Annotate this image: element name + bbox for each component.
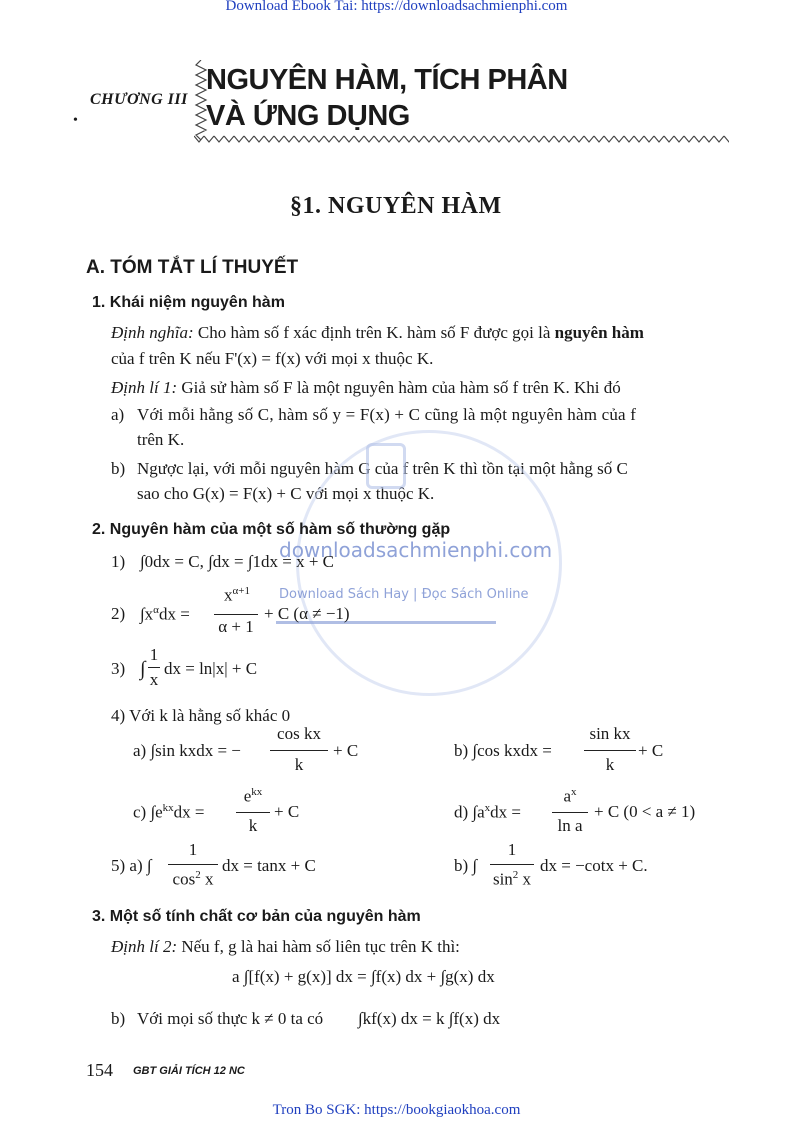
formula-4a-numerator: cos kx: [277, 724, 321, 743]
formula-3-tail: dx = ln|x| + C: [164, 659, 258, 678]
formula-5b-left: b) ∫: [454, 856, 478, 875]
formula-4a-denominator: k: [294, 755, 304, 774]
formula-5a-denominator: [168, 869, 218, 890]
formula-5b-fraction-bar: [490, 864, 534, 865]
watermark-site: downloadsachmienphi.com: [279, 538, 553, 562]
formula-4d-numer-base: a: [563, 786, 572, 806]
definition-text: Cho hàm số f xác định trên K. hàm số F được gọi là: [193, 323, 555, 342]
formula-5b-denominator: [490, 869, 534, 890]
page-number: 154: [86, 1060, 113, 1080]
formula-4d-numerator: [552, 786, 588, 807]
item-a-line2: trên K.: [137, 430, 185, 449]
item-a-line1: Với mỗi hằng số C, hàm số y = F(x) + C cũng là một nguyên hàm của f: [137, 405, 637, 424]
property-b-formula: ∫kf(x) dx = k ∫f(x) dx: [358, 1009, 501, 1028]
formula-2-exp: α: [153, 604, 159, 616]
formula-4c-numer-exp: kx: [251, 786, 263, 798]
formula-2-numerator: [216, 585, 258, 606]
formula-5b-denom-base: sin: [492, 869, 513, 889]
formula-2-left: [140, 604, 190, 625]
formula-2-dx: dx =: [158, 604, 190, 624]
formula-4a-left: a) ∫sin kxdx = −: [133, 741, 241, 760]
formula-4-intro: 4) Với k là hằng số khác 0: [111, 706, 291, 725]
definition-term: nguyên hàm: [554, 323, 644, 342]
subsection-3-heading: 3. Một số tính chất cơ bản của nguyên hàm: [92, 908, 421, 925]
formula-4d-dx: dx =: [490, 802, 521, 822]
property-b-mark: b): [111, 1009, 126, 1028]
formula-4b-tail: + C: [638, 741, 664, 760]
formula-4c-denominator: k: [248, 816, 258, 835]
formula-3-integral: ∫: [140, 658, 146, 680]
chapter-title-line1: NGUYÊN HÀM, TÍCH PHÂN: [206, 64, 568, 96]
formula-4b-denominator: k: [605, 755, 615, 774]
property-b-text: Với mọi số thực k ≠ 0 ta có: [137, 1009, 324, 1028]
formula-4c-tail: + C: [274, 802, 300, 821]
definition-line2: của f trên K nếu F'(x) = f(x) với mọi x thuộc K.: [111, 349, 434, 368]
formula-4c-fraction-bar: [236, 812, 270, 813]
book-name: GBT GIẢI TÍCH 12 NC: [133, 1065, 245, 1077]
formula-5a-denom-exp: 2: [195, 869, 201, 881]
formula-5b-tail: dx = −cotx + C.: [540, 856, 648, 875]
margin-dot: •: [73, 113, 78, 128]
formula-4d-left: [454, 802, 521, 823]
definition: [111, 323, 644, 343]
chapter-title-line2: VÀ ỨNG DỤNG: [206, 100, 410, 132]
formula-2-fraction-bar: [214, 614, 258, 615]
formula-2-numer-exp: α+1: [232, 585, 250, 597]
formula-3-number: 3): [111, 659, 126, 678]
item-b-mark: b): [111, 459, 126, 478]
watermark-book-icon: [366, 443, 406, 489]
formula-4d-exp: x: [484, 802, 491, 814]
formula-4d-fraction-bar: [552, 812, 588, 813]
theorem-2: [111, 937, 460, 957]
formula-4b-numerator: sin kx: [589, 724, 631, 743]
property-a-formula: a ∫[f(x) + g(x)] dx = ∫f(x) dx + ∫g(x) dx: [232, 967, 495, 986]
formula-4c-integral: c) ∫e: [133, 802, 163, 822]
watermark-circle: [296, 430, 562, 696]
formula-4c-dx: dx =: [173, 802, 205, 822]
item-b-line1: Ngược lại, với mỗi nguyên hàm G của f trên K thì tồn tại một hằng số C: [137, 459, 628, 478]
formula-5a-denom-base: cos: [172, 869, 196, 889]
formula-2-denominator: α + 1: [218, 617, 254, 636]
formula-4c-exp: kx: [162, 802, 174, 814]
definition-label: Định nghĩa:: [111, 323, 194, 342]
formula-5a-denom-var: x: [200, 869, 214, 889]
formula-4c-numerator: [236, 786, 270, 807]
formula-4d-integral: d) ∫a: [454, 802, 485, 822]
formula-2-integral: ∫x: [140, 604, 154, 624]
formula-5a-fraction-bar: [168, 864, 218, 865]
formula-5b-denom-var: x: [518, 869, 532, 889]
formula-4c-left: [133, 802, 205, 823]
formula-4a-fraction-bar: [270, 750, 328, 751]
formula-4c-numer-base: e: [243, 786, 252, 806]
formula-5a-tail: dx = tanx + C: [222, 856, 316, 875]
formula-4a-tail: + C: [333, 741, 359, 760]
formula-3-fraction-bar: [148, 667, 160, 668]
theorem-1-label: Định lí 1:: [111, 378, 178, 397]
footer-sgk-link[interactable]: Tron Bo SGK: https://bookgiaokhoa.com: [272, 1102, 521, 1118]
theorem-1-text: Giả sử hàm số F là một nguyên hàm của hàm số f trên K. Khi đó: [177, 378, 621, 397]
formula-4d-denominator: ln a: [557, 816, 583, 835]
chapter-label: CHƯƠNG III: [90, 91, 188, 108]
part-a-heading: A. TÓM TẮT LÍ THUYẾT: [86, 257, 299, 278]
formula-4d-tail: + C (0 < a ≠ 1): [594, 802, 696, 821]
formula-2-number: 2): [111, 604, 126, 623]
formula-1: ∫0dx = C, ∫dx = ∫1dx = x + C: [140, 552, 334, 571]
formula-5b-numerator: 1: [507, 840, 517, 859]
subsection-2-heading: 2. Nguyên hàm của một số hàm số thường gặp: [92, 521, 451, 538]
formula-5b-denom-exp: 2: [512, 869, 519, 881]
formula-2-tail: + C (α ≠ −1): [264, 604, 350, 623]
section-title: §1. NGUYÊN HÀM: [290, 193, 502, 219]
formula-3-denominator: x: [149, 670, 159, 689]
formula-5a-numerator: 1: [188, 840, 198, 859]
theorem-2-text: Nếu f, g là hai hàm số liên tục trên K thì:: [177, 937, 460, 956]
theorem-2-label: Định lí 2:: [111, 937, 178, 956]
item-a-mark: a): [111, 405, 125, 424]
chapter-border-horizontal: [194, 132, 729, 146]
header-download-link[interactable]: Download Ebook Tai: https://downloadsachmienphi.com: [225, 0, 568, 14]
formula-1-number: 1): [111, 552, 126, 571]
watermark-tagline: Download Sách Hay | Đọc Sách Online: [279, 587, 529, 602]
item-b-line2: sao cho G(x) = F(x) + C với mọi x thuộc K.: [137, 484, 435, 503]
theorem-1: [111, 378, 621, 398]
formula-5a-left: 5) a) ∫: [111, 856, 152, 875]
formula-4b-fraction-bar: [584, 750, 636, 751]
formula-2-numer-base: x: [224, 585, 233, 605]
formula-4b-left: b) ∫cos kxdx =: [454, 741, 552, 760]
formula-3-numerator: 1: [149, 645, 159, 664]
subsection-1-heading: 1. Khái niệm nguyên hàm: [92, 294, 285, 311]
formula-4d-numer-exp: x: [571, 786, 577, 798]
